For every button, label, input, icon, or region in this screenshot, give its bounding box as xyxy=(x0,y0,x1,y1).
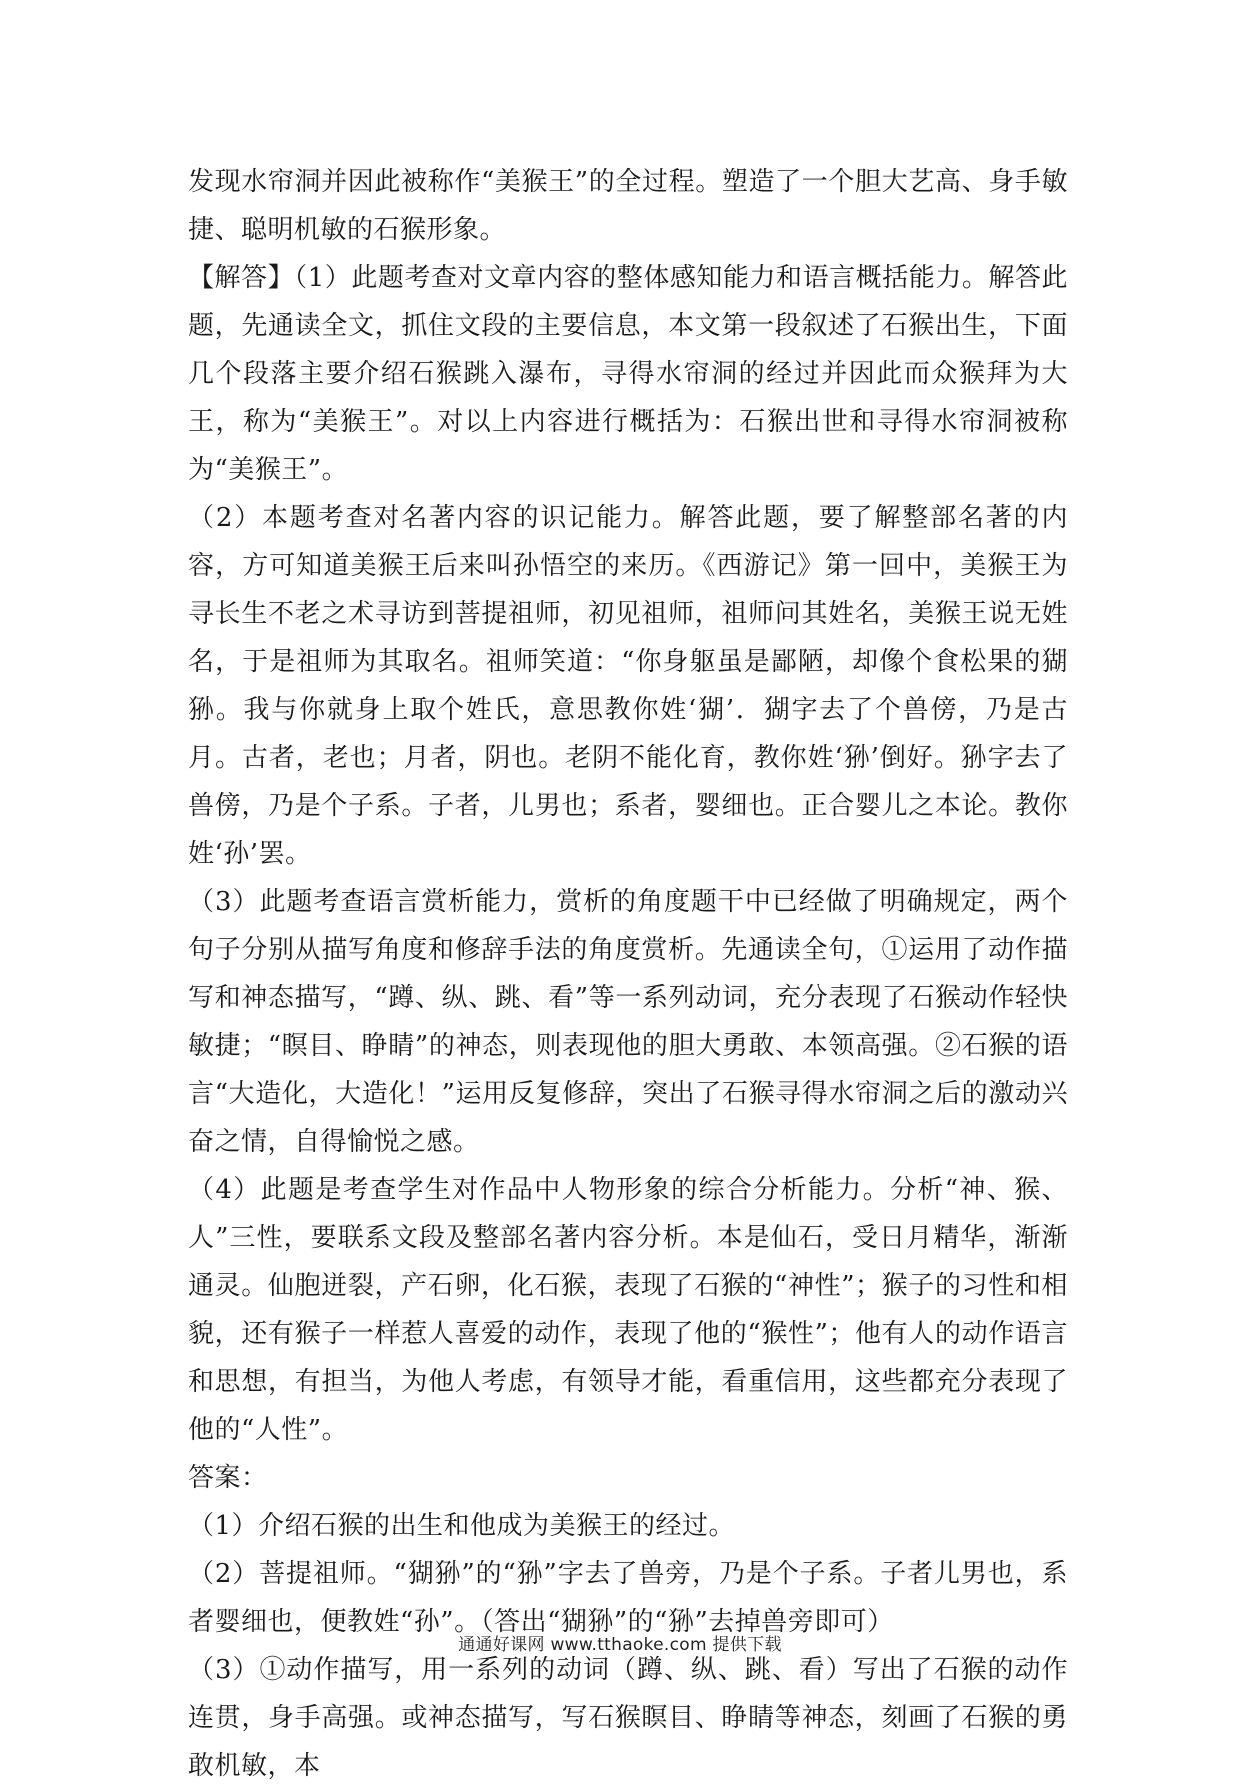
paragraph-answer-explanation-1: 【解答】（1）此题考查对文章内容的整体感知能力和语言概括能力。解答此题，先通读全文，抓住文段的主要信息，本文第一段叙述了石猴出生，下面几个段落主要介绍石猴跳入瀑布，寻得水帘洞的经过并因此而众猴拜为大王，称为“美猴王”。对以上内容进行概括为：石猴出世和寻得水帘洞被称为“美猴王”。 xyxy=(188,263,1068,485)
page-footer: 通通好课网 www.tthaoke.com 提供下载 xyxy=(458,1635,782,1655)
paragraph-answer-explanation-3: （3）此题考查语言赏析能力，赏析的角度题干中已经做了明确规定，两个句子分别从描写角度和修辞手法的角度赏析。先通读全句，①运用了动作描写和神态描写，“蹲、纵、跳、看”等一系列动词，充分表现了石猴动作轻快敏捷；“瞑目、睁睛”的神态，则表现他的胆大勇敢、本领高强。②石猴的语言“大造化，大造化！”运用反复修辞，突出了石猴寻得水帘洞之后的激动兴奋之情，自得愉悦之感。 xyxy=(188,887,1068,1157)
answer-item-1: （1）介绍石猴的出生和他成为美猴王的经过。 xyxy=(188,1511,736,1541)
paragraph-continuation: 发现水帘洞并因此被称作“美猴王”的全过程。塑造了一个胆大艺高、身手敏捷、聪明机敏的石猴形象。 xyxy=(188,167,1068,245)
answer-heading: 答案： xyxy=(188,1463,268,1493)
paragraph-answer-explanation-2: （2）本题考查对名著内容的识记能力。解答此题，要了解整部名著的内容，方可知道美猴王后来叫孙悟空的来历。《西游记》第一回中，美猴王为寻长生不老之术寻访到菩提祖师，初见祖师，祖师问其姓名，美猴王说无姓名，于是祖师为其取名。祖师笑道：“你身躯虽是鄙陋，却像个食松果的猢狲。我与你就身上取个姓氏，意思教你姓‘猢’．猢字去了个兽傍，乃是古月。古者，老也；月者，阴也。老阴不能化育，教你姓‘狲’倒好。狲字去了兽傍，乃是个子系。子者，儿男也；系者，婴细也。正合婴儿之本论。教你姓‘孙’罢。 xyxy=(188,503,1068,869)
paragraph-answer-explanation-4: （4）此题是考查学生对作品中人物形象的综合分析能力。分析“神、猴、人”三性，要联系文段及整部名著内容分析。本是仙石，受日月精华，渐渐通灵。仙胞迸裂，产石卵，化石猴，表现了石猴的“神性”；猴子的习性和相貌，还有猴子一样惹人喜爱的动作，表现了他的“猴性”；他有人的动作语言和思想，有担当，为他人考虑，有领导才能，看重信用，这些都充分表现了他的“人性”。 xyxy=(188,1175,1068,1445)
answer-item-2: （2）菩提祖师。“猢狲”的“狲”字去了兽旁，乃是个子系。子者儿男也，系者婴细也，便教姓“孙”。（答出“猢狲”的“狲”去掉兽旁即可） xyxy=(188,1559,1068,1637)
document-body xyxy=(188,158,1068,1790)
answer-item-3: （3）①动作描写，用一系列的动词（蹲、纵、跳、看）写出了石猴的动作连贯，身手高强。或神态描写，写石猴瞑目、睁睛等神态，刻画了石猴的勇敢机敏，本 xyxy=(188,1655,1068,1781)
